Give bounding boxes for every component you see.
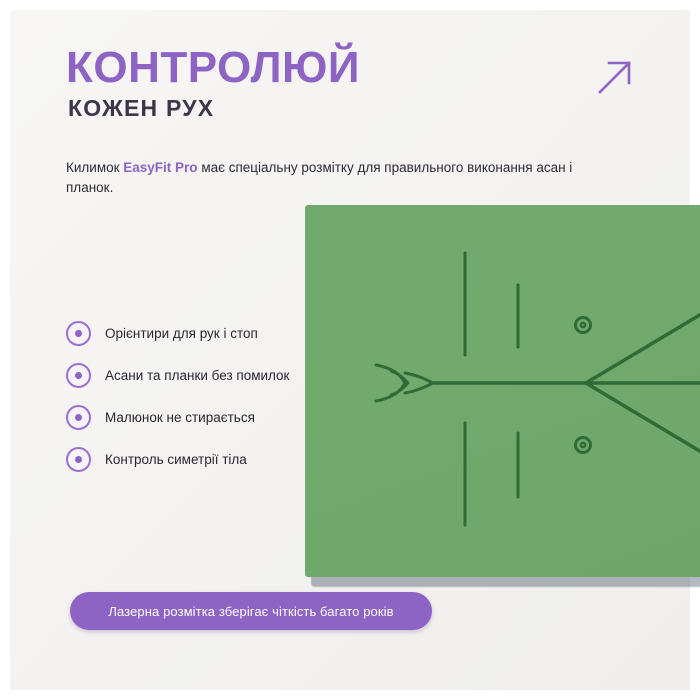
product-image xyxy=(305,205,700,580)
bullet-circle-icon xyxy=(66,405,91,430)
yoga-mat-graphic xyxy=(305,205,700,577)
bullet-circle-icon xyxy=(66,321,91,346)
arrow-up-right-icon xyxy=(592,54,638,100)
intro-text-before: Килимок xyxy=(66,160,124,175)
headline-primary: КОНТРОЛЮЙ xyxy=(66,43,361,92)
banner-text: Лазерна розмітка зберігає чіткість багато років xyxy=(108,603,394,619)
intro-text-after: має спеціальну розмітку для правильного виконання асан і планок. xyxy=(66,160,573,195)
bullet-circle-icon xyxy=(66,363,91,388)
feature-label: Асани та планки без помилок xyxy=(105,367,290,383)
intro-paragraph xyxy=(66,158,586,197)
bullet-circle-icon xyxy=(66,447,91,472)
status-badge xyxy=(70,592,432,630)
page-title xyxy=(66,43,526,121)
brand-name: EasyFit Pro xyxy=(123,160,198,175)
headline-secondary: КОЖЕН РУХ xyxy=(68,95,215,121)
feature-label: Орієнтири для рук і стоп xyxy=(105,325,258,341)
feature-label: Малюнок не стирається xyxy=(105,409,255,425)
feature-label: Контроль симетрії тіла xyxy=(105,451,247,467)
